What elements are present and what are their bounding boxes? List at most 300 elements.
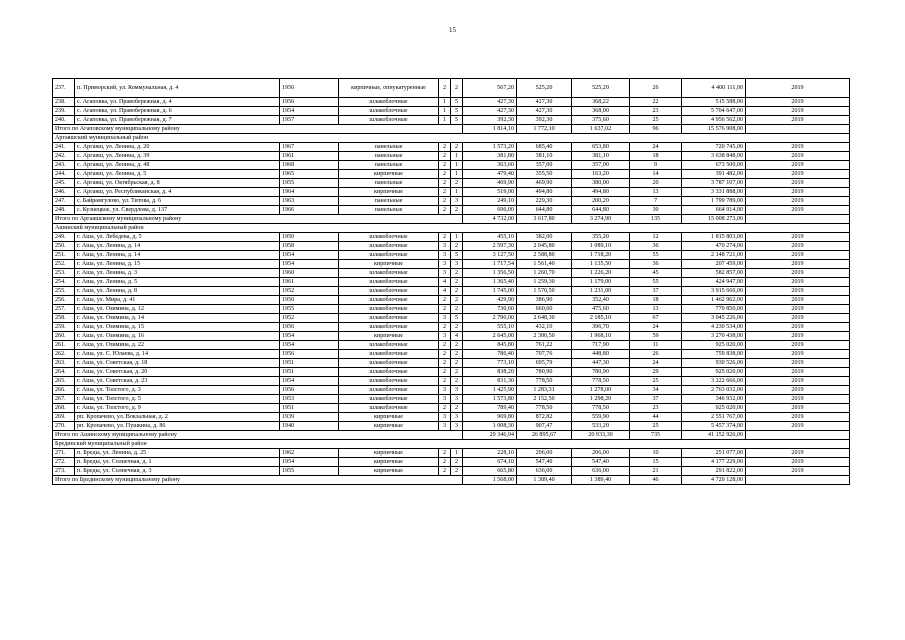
entrances: 5 xyxy=(451,251,463,260)
total-area: 427,30 xyxy=(463,98,517,107)
build-year: 1956 xyxy=(280,350,339,359)
repair-cost: 3 270 438,00 xyxy=(682,332,746,341)
row-number: 263. xyxy=(53,359,75,368)
plan-year: 2019 xyxy=(746,116,850,125)
living-area: 381,10 xyxy=(517,152,572,161)
residents-count: 25 xyxy=(630,422,682,431)
living-area: 26 895,67 xyxy=(517,431,572,440)
wall-material: шлакоблочные xyxy=(339,116,439,125)
total-area: 455,10 xyxy=(463,233,517,242)
living-area: 525,20 xyxy=(517,79,572,98)
total-area: 1 356,50 xyxy=(463,269,517,278)
living-area-residents: 494,80 xyxy=(572,188,630,197)
build-year: 1966 xyxy=(280,206,339,215)
plan-year: 2019 xyxy=(746,404,850,413)
table-row xyxy=(53,152,850,161)
entrances: 2 xyxy=(451,350,463,359)
residents-count: 7 xyxy=(630,197,682,206)
repair-cost: 15 576 908,00 xyxy=(682,125,746,134)
row-number: 259. xyxy=(53,323,75,332)
plan-year: 2019 xyxy=(746,179,850,188)
build-year: 1957 xyxy=(280,116,339,125)
plan-year: 2019 xyxy=(746,107,850,116)
table-row xyxy=(53,413,850,422)
floors: 3 xyxy=(439,269,451,278)
build-year: 1954 xyxy=(280,458,339,467)
floors: 4 xyxy=(439,287,451,296)
residents-count: 30 xyxy=(630,206,682,215)
floors: 3 xyxy=(439,386,451,395)
floors: 2 xyxy=(439,197,451,206)
row-number: 254. xyxy=(53,278,75,287)
living-area: 1 570,50 xyxy=(517,287,572,296)
floors: 3 xyxy=(439,251,451,260)
living-area-residents: 448,80 xyxy=(572,350,630,359)
living-area-residents: 1 278,00 xyxy=(572,386,630,395)
row-number: 257. xyxy=(53,305,75,314)
plan-year: 2019 xyxy=(746,413,850,422)
table-row xyxy=(53,350,850,359)
table-row xyxy=(53,458,850,467)
repair-cost: 251 077,00 xyxy=(682,449,746,458)
table-row xyxy=(53,260,850,269)
plan-year: 2019 xyxy=(746,152,850,161)
address: г. Аша, ул. Ленина, д. 8 xyxy=(75,287,280,296)
row-number: 240. xyxy=(53,116,75,125)
living-area-residents: 357,00 xyxy=(572,161,630,170)
build-year: 1952 xyxy=(280,287,339,296)
build-year: 1956 xyxy=(280,323,339,332)
living-area: 2 045,80 xyxy=(517,242,572,251)
total-area: 427,30 xyxy=(463,107,517,116)
build-year: 1951 xyxy=(280,368,339,377)
living-area-residents: 163,20 xyxy=(572,170,630,179)
living-area-residents: 3 274,90 xyxy=(572,215,630,224)
residents-count: 24 xyxy=(630,359,682,368)
residents-count: 13 xyxy=(630,305,682,314)
address: п. Бреды, ул. Ленина, д. 25 xyxy=(75,449,280,458)
wall-material: шлакоблочные xyxy=(339,377,439,386)
repair-cost: 4 400 111,00 xyxy=(682,79,746,98)
total-label: Итого по Ашинскому муниципальному району xyxy=(53,431,463,440)
table-row xyxy=(53,197,850,206)
wall-material: шлакоблочные xyxy=(339,395,439,404)
living-area: 1 389,40 xyxy=(517,476,572,485)
row-number: 238. xyxy=(53,98,75,107)
address: с. Аргаяш, ул. Октябрьская, д. 8 xyxy=(75,179,280,188)
wall-material: панельные xyxy=(339,152,439,161)
total-area: 674,10 xyxy=(463,458,517,467)
build-year: 1968 xyxy=(280,161,339,170)
build-year: 1954 xyxy=(280,107,339,116)
row-number: 265. xyxy=(53,377,75,386)
residents-count: 55 xyxy=(630,278,682,287)
living-area: 229,30 xyxy=(517,197,572,206)
living-area-residents: 206,00 xyxy=(572,449,630,458)
build-year: 1955 xyxy=(280,179,339,188)
floors: 2 xyxy=(439,368,451,377)
row-number: 267. xyxy=(53,395,75,404)
wall-material: шлакоблочные xyxy=(339,107,439,116)
row-number: 251. xyxy=(53,251,75,260)
wall-material: шлакоблочные xyxy=(339,404,439,413)
residents-count: 24 xyxy=(630,323,682,332)
row-number: 269. xyxy=(53,413,75,422)
address: г. Аша, ул. Советская, д. 20 xyxy=(75,368,280,377)
plan-year: 2019 xyxy=(746,377,850,386)
entrances: 2 xyxy=(451,287,463,296)
residents-count: 10 xyxy=(630,449,682,458)
row-number: 262. xyxy=(53,350,75,359)
address: с. Агаповка, ул. Правобережная, д. 4 xyxy=(75,98,280,107)
build-year: 1954 xyxy=(280,251,339,260)
living-area: 1 772,10 xyxy=(517,125,572,134)
living-area-residents: 355,20 xyxy=(572,233,630,242)
total-area: 4 732,00 xyxy=(463,215,517,224)
total-row xyxy=(53,215,850,224)
address: г. Аша, ул. Озимина, д. 15 xyxy=(75,323,280,332)
living-area: 357,00 xyxy=(517,161,572,170)
page-number: 15 xyxy=(449,26,456,34)
repair-cost: 3 331 888,00 xyxy=(682,188,746,197)
build-year: 1960 xyxy=(280,269,339,278)
table-row xyxy=(53,161,850,170)
living-area: 872,82 xyxy=(517,413,572,422)
living-area-residents: 20 933,30 xyxy=(572,431,630,440)
living-area-residents: 778,50 xyxy=(572,404,630,413)
residents-count: 46 xyxy=(630,476,682,485)
living-area: 778,50 xyxy=(517,377,572,386)
wall-material: шлакоблочные xyxy=(339,305,439,314)
living-area: 494,80 xyxy=(517,188,572,197)
address: с. Агаповка, ул. Правобережная, д. 6 xyxy=(75,107,280,116)
floors: 2 xyxy=(439,188,451,197)
living-area: 3 617,80 xyxy=(517,215,572,224)
build-year: 1955 xyxy=(280,305,339,314)
entrances: 5 xyxy=(451,98,463,107)
floors: 2 xyxy=(439,323,451,332)
total-area: 1 425,90 xyxy=(463,386,517,395)
entrances: 2 xyxy=(451,341,463,350)
plan-year: 2019 xyxy=(746,350,850,359)
table-row xyxy=(53,332,850,341)
floors: 2 xyxy=(439,143,451,152)
residents-count: 20 xyxy=(630,179,682,188)
total-row xyxy=(53,476,850,485)
repair-cost: 3 222 666,00 xyxy=(682,377,746,386)
floors: 2 xyxy=(439,305,451,314)
region-row xyxy=(53,440,850,449)
living-area: 1 260,70 xyxy=(517,269,572,278)
table-row xyxy=(53,116,850,125)
total-area: 665,80 xyxy=(463,467,517,476)
residents-count: 135 xyxy=(630,215,682,224)
table-row xyxy=(53,314,850,323)
table-row xyxy=(53,107,850,116)
row-number: 249. xyxy=(53,233,75,242)
build-year: 1956 xyxy=(280,386,339,395)
floors: 2 xyxy=(439,350,451,359)
wall-material: шлакоблочные xyxy=(339,350,439,359)
residents-count: 21 xyxy=(630,467,682,476)
plan-year xyxy=(746,215,850,224)
wall-material: панельные xyxy=(339,161,439,170)
entrances: 3 xyxy=(451,422,463,431)
repair-cost: 1 462 962,00 xyxy=(682,296,746,305)
floors: 3 xyxy=(439,314,451,323)
address: с. Аргаяш, ул. Республиканская, д. 4 xyxy=(75,188,280,197)
build-year: 1961 xyxy=(280,278,339,287)
floors: 2 xyxy=(439,79,451,98)
table-row xyxy=(53,143,850,152)
living-area: 547,40 xyxy=(517,458,572,467)
residents-count: 18 xyxy=(630,152,682,161)
living-area-residents: 2 185,10 xyxy=(572,314,630,323)
total-area: 1 745,00 xyxy=(463,287,517,296)
address: п. Приморский, ул. Коммунальная, д. 4 xyxy=(75,79,280,98)
wall-material: кирпичные xyxy=(339,188,439,197)
region-label: Брединский муниципальный район xyxy=(53,440,850,449)
total-area: 1 573,80 xyxy=(463,395,517,404)
entrances: 2 xyxy=(451,458,463,467)
residents-count: 26 xyxy=(630,350,682,359)
repair-cost: 2 763 032,00 xyxy=(682,386,746,395)
address: г. Аша, ул. Мира, д. 41 xyxy=(75,296,280,305)
table-row xyxy=(53,278,850,287)
address: г. Аша, ул. Ленина, д. 14 xyxy=(75,242,280,251)
address: п. Бреды, ул. Солнечная, д. 3 xyxy=(75,467,280,476)
row-number: 244. xyxy=(53,170,75,179)
plan-year: 2019 xyxy=(746,395,850,404)
wall-material: шлакоблочные xyxy=(339,251,439,260)
repair-cost: 4 720 128,00 xyxy=(682,476,746,485)
living-area-residents: 1 637,02 xyxy=(572,125,630,134)
plan-year xyxy=(746,431,850,440)
floors: 3 xyxy=(439,395,451,404)
address: рп. Кропачево, ул. Пушкина, д. 86 xyxy=(75,422,280,431)
residents-count: 735 xyxy=(630,431,682,440)
living-area: 382,00 xyxy=(517,233,572,242)
total-area: 2 645,00 xyxy=(463,332,517,341)
plan-year: 2019 xyxy=(746,143,850,152)
living-area: 1 283,31 xyxy=(517,386,572,395)
wall-material: шлакоблочные xyxy=(339,368,439,377)
living-area-residents: 533,20 xyxy=(572,422,630,431)
plan-year: 2019 xyxy=(746,242,850,251)
address: с. Байрамгулово, ул. Титова, д. 6 xyxy=(75,197,280,206)
residents-count: 96 xyxy=(630,125,682,134)
floors: 2 xyxy=(439,179,451,188)
plan-year: 2019 xyxy=(746,449,850,458)
repair-cost: 720 745,00 xyxy=(682,143,746,152)
row-number: 273. xyxy=(53,467,75,476)
address: с. Аргаяш, ул. Ленина, д. 39 xyxy=(75,152,280,161)
wall-material: кирпичные xyxy=(339,458,439,467)
entrances: 2 xyxy=(451,242,463,251)
total-area: 838,20 xyxy=(463,368,517,377)
repair-cost: 470 274,00 xyxy=(682,242,746,251)
repair-cost: 673 500,00 xyxy=(682,161,746,170)
plan-year xyxy=(746,476,850,485)
living-area-residents: 547,40 xyxy=(572,458,630,467)
row-number: 260. xyxy=(53,332,75,341)
build-year: 1967 xyxy=(280,143,339,152)
living-area-residents: 644,80 xyxy=(572,206,630,215)
table-row xyxy=(53,395,850,404)
living-area-residents: 396,70 xyxy=(572,323,630,332)
plan-year: 2019 xyxy=(746,323,850,332)
build-year: 1963 xyxy=(280,197,339,206)
row-number: 270. xyxy=(53,422,75,431)
entrances: 2 xyxy=(451,269,463,278)
entrances: 2 xyxy=(451,179,463,188)
entrances: 2 xyxy=(451,404,463,413)
living-area: 636,00 xyxy=(517,467,572,476)
address: с. Аргаяш, ул. Ленина, д. 20 xyxy=(75,143,280,152)
build-year: 1965 xyxy=(280,170,339,179)
repair-cost: 1 815 803,00 xyxy=(682,233,746,242)
floors: 2 xyxy=(439,404,451,413)
floors: 2 xyxy=(439,449,451,458)
plan-year: 2019 xyxy=(746,278,850,287)
entrances: 2 xyxy=(451,305,463,314)
table-row xyxy=(53,467,850,476)
entrances: 1 xyxy=(451,449,463,458)
total-label: Итого по Аргаяшскому муниципальному району xyxy=(53,215,463,224)
table-row xyxy=(53,359,850,368)
address: с. Агаповка, ул. Правобережная, д. 7 xyxy=(75,116,280,125)
total-area: 2 790,00 xyxy=(463,314,517,323)
living-area: 780,90 xyxy=(517,368,572,377)
total-area: 567,20 xyxy=(463,79,517,98)
row-number: 256. xyxy=(53,296,75,305)
residents-count: 55 xyxy=(630,251,682,260)
build-year: 1951 xyxy=(280,359,339,368)
plan-year: 2019 xyxy=(746,233,850,242)
plan-year: 2019 xyxy=(746,332,850,341)
build-year: 1964 xyxy=(280,188,339,197)
wall-material: кирпичные xyxy=(339,413,439,422)
plan-year: 2019 xyxy=(746,458,850,467)
total-label: Итого по Агаповскому муниципальному району xyxy=(53,125,463,134)
address: г. Аша, ул. Толстого, д. 3 xyxy=(75,386,280,395)
table-body xyxy=(53,79,850,485)
plan-year: 2019 xyxy=(746,305,850,314)
build-year: 1958 xyxy=(280,242,339,251)
total-area: 479,40 xyxy=(463,170,517,179)
repair-cost: 925 020,00 xyxy=(682,404,746,413)
total-area: 831,30 xyxy=(463,377,517,386)
table-row xyxy=(53,79,850,98)
repair-cost: 291 822,00 xyxy=(682,467,746,476)
entrances: 2 xyxy=(451,296,463,305)
plan-year: 2019 xyxy=(746,368,850,377)
table-row xyxy=(53,287,850,296)
entrances: 2 xyxy=(451,467,463,476)
build-year: 1954 xyxy=(280,341,339,350)
living-area-residents: 653,80 xyxy=(572,143,630,152)
build-year: 1956 xyxy=(280,98,339,107)
floors: 2 xyxy=(439,359,451,368)
residents-count: 23 xyxy=(630,107,682,116)
build-year: 1962 xyxy=(280,449,339,458)
living-area-residents: 368,22 xyxy=(572,98,630,107)
wall-material: кирпичные xyxy=(339,260,439,269)
address: с. Кузнецкое, ул. Свердлова, д. 137 xyxy=(75,206,280,215)
address: г. Аша, ул. Озимина, д. 22 xyxy=(75,341,280,350)
living-area: 695,79 xyxy=(517,359,572,368)
plan-year: 2019 xyxy=(746,170,850,179)
plan-year: 2019 xyxy=(746,188,850,197)
living-area-residents: 475,60 xyxy=(572,305,630,314)
address: г. Аша, ул. Советская, д. 23 xyxy=(75,377,280,386)
repair-cost: 207 459,00 xyxy=(682,260,746,269)
floors: 2 xyxy=(439,161,451,170)
living-area: 761,22 xyxy=(517,341,572,350)
entrances: 2 xyxy=(451,206,463,215)
living-area-residents: 1 135,50 xyxy=(572,260,630,269)
living-area-residents: 375,60 xyxy=(572,116,630,125)
table-row xyxy=(53,305,850,314)
floors: 3 xyxy=(439,422,451,431)
floors: 2 xyxy=(439,152,451,161)
plan-year: 2019 xyxy=(746,386,850,395)
floors: 1 xyxy=(439,116,451,125)
wall-material: шлакоблочные xyxy=(339,386,439,395)
repair-cost: 582 857,00 xyxy=(682,269,746,278)
total-area: 555,10 xyxy=(463,323,517,332)
wall-material: шлакоблочные xyxy=(339,323,439,332)
plan-year: 2019 xyxy=(746,79,850,98)
address: г. Аша, ул. С. Юлаева, д. 14 xyxy=(75,350,280,359)
total-area: 969,80 xyxy=(463,413,517,422)
build-year: 1950 xyxy=(280,233,339,242)
living-area: 432,10 xyxy=(517,323,572,332)
plan-year: 2019 xyxy=(746,269,850,278)
row-number: 264. xyxy=(53,368,75,377)
address: г. Аша, ул. Ленина, д. 5 xyxy=(75,278,280,287)
total-area: 29 346,94 xyxy=(463,431,517,440)
plan-year: 2019 xyxy=(746,422,850,431)
floors: 2 xyxy=(439,467,451,476)
floors: 2 xyxy=(439,233,451,242)
entrances: 2 xyxy=(451,368,463,377)
wall-material: кирпичные xyxy=(339,170,439,179)
total-area: 1 008,30 xyxy=(463,422,517,431)
plan-year: 2019 xyxy=(746,260,850,269)
region-row xyxy=(53,134,850,143)
build-year: 1954 xyxy=(280,377,339,386)
entrances: 3 xyxy=(451,260,463,269)
wall-material: шлакоблочные xyxy=(339,314,439,323)
total-area: 469,90 xyxy=(463,179,517,188)
wall-material: шлакоблочные xyxy=(339,242,439,251)
address: г. Аша, ул. Озимина, д. 14 xyxy=(75,314,280,323)
wall-material: кирпичные xyxy=(339,332,439,341)
wall-material: кирпичные, опнукатуренные xyxy=(339,79,439,98)
plan-year: 2019 xyxy=(746,98,850,107)
living-area-residents: 636,00 xyxy=(572,467,630,476)
wall-material: шлакоблочные xyxy=(339,287,439,296)
build-year: 1940 xyxy=(280,422,339,431)
total-area: 789,40 xyxy=(463,404,517,413)
plan-year: 2019 xyxy=(746,161,850,170)
wall-material: шлакоблочные xyxy=(339,98,439,107)
entrances: 5 xyxy=(451,314,463,323)
table-row xyxy=(53,179,850,188)
total-area: 2 597,30 xyxy=(463,242,517,251)
living-area-residents: 559,90 xyxy=(572,413,630,422)
